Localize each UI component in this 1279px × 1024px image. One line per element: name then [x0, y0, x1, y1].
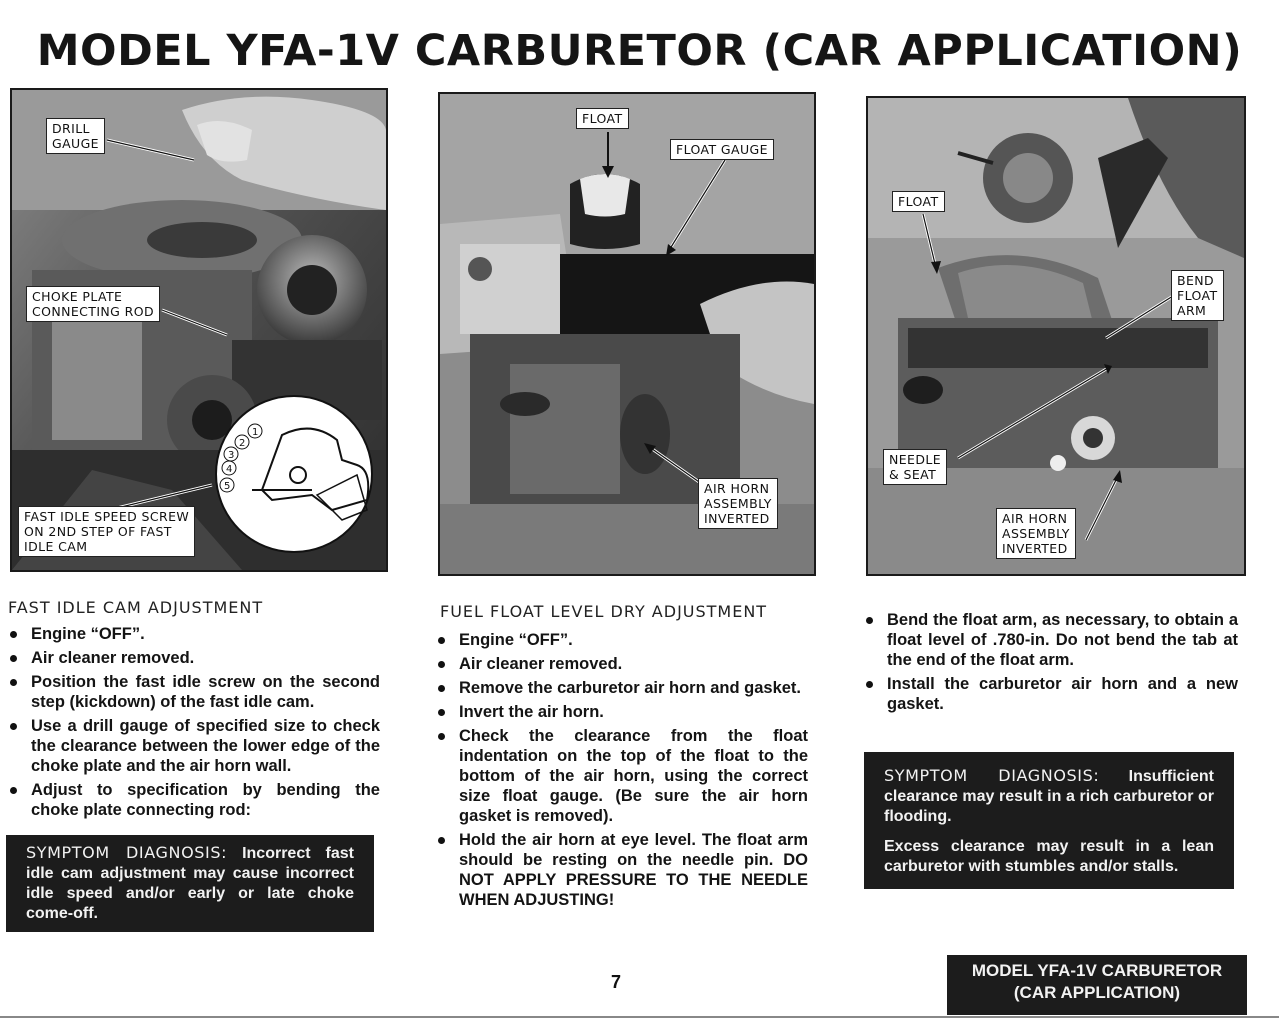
cam-step-5: 5 [224, 481, 231, 492]
photo-fast-idle-cam-illustration [12, 90, 386, 570]
photo-bend-float-arm [866, 96, 1246, 576]
symptom-diagnosis-float-level [864, 752, 1234, 889]
list-item: Remove the carburetor air horn and gasket. [436, 678, 808, 698]
symptom-text: Insufficient clearance may result in a rich carburetor or flooding. [884, 768, 1214, 825]
page-title: MODEL YFA-1V CARBURETOR (CAR APPLICATION) [36, 26, 1243, 76]
label-line: AIR HORN [1002, 511, 1068, 526]
symptom-heading: SYMPTOM DIAGNOSIS: [884, 766, 1100, 785]
label-line: ON 2ND STEP OF FAST [24, 524, 172, 539]
list-item: Install the carburetor air horn and a new gasket. [864, 674, 1238, 714]
label-line: CHOKE PLATE [32, 289, 123, 304]
label-line: ASSEMBLY [704, 496, 772, 511]
label-line: INVERTED [704, 511, 770, 526]
fuel-float-level-heading: FUEL FLOAT LEVEL DRY ADJUSTMENT [440, 602, 768, 621]
cam-step-3: 3 [228, 450, 235, 461]
cam-step-2: 2 [239, 438, 246, 449]
cam-step-4: 4 [226, 464, 233, 475]
photo-bend-float-arm-illustration [868, 98, 1244, 574]
label-float [892, 191, 945, 212]
photo-fast-idle-cam [10, 88, 388, 572]
label-drill-gauge [46, 118, 105, 154]
label-choke-plate-rod [26, 286, 160, 322]
list-item: Air cleaner removed. [8, 648, 380, 668]
list-item: Bend the float arm, as necessary, to obtain a float level of .780-in. Do not bend the tab at the end of the float arm. [864, 610, 1238, 670]
label-line: FAST IDLE SPEED SCREW [24, 509, 190, 524]
label-line: FLOAT [898, 194, 939, 209]
label-air-horn-assembly [698, 478, 778, 529]
list-item: Position the fast idle screw on the second step (kickdown) of the fast idle cam. [8, 672, 380, 712]
footer-line: (CAR APPLICATION) [1013, 983, 1181, 1002]
label-line: NEEDLE [889, 452, 942, 467]
fast-idle-cam-heading: FAST IDLE CAM ADJUSTMENT [8, 598, 264, 617]
cam-step-1: 1 [252, 427, 259, 438]
label-air-horn-assembly [996, 508, 1076, 559]
symptom-diagnosis-fast-idle [6, 835, 374, 932]
label-line: ASSEMBLY [1002, 526, 1070, 541]
label-float [576, 108, 629, 129]
label-line: FLOAT [582, 111, 623, 126]
label-line: IDLE CAM [24, 539, 88, 554]
symptom-heading: SYMPTOM DIAGNOSIS: [26, 843, 228, 862]
fuel-float-level-steps [436, 630, 808, 914]
label-line: & SEAT [889, 467, 937, 482]
label-bend-float-arm [1171, 270, 1224, 321]
label-line: DRILL [52, 121, 90, 136]
fast-idle-cam-steps [8, 624, 380, 824]
label-fast-idle-screw [18, 506, 195, 557]
label-line: CONNECTING ROD [32, 304, 154, 319]
list-item: Check the clearance from the float indentation on the top of the float to the bottom of the air horn, using the correct size float gauge. (Be sure the air horn gasket is removed). [436, 726, 808, 826]
label-line: GAUGE [52, 136, 99, 151]
photo-float-level [438, 92, 816, 576]
label-line: BEND [1177, 273, 1215, 288]
label-line: FLOAT GAUGE [676, 142, 768, 157]
page-number: 7 [611, 972, 622, 992]
list-item: Hold the air horn at eye level. The float arm should be resting on the needle pin. DO NOT APPLY PRESSURE TO THE NEEDLE WHEN ADJUSTING! [436, 830, 808, 910]
label-line: INVERTED [1002, 541, 1068, 556]
list-item: Adjust to specification by bending the choke plate connecting rod: [8, 780, 380, 820]
label-line: AIR HORN [704, 481, 770, 496]
list-item: Engine “OFF”. [436, 630, 808, 650]
list-item: Use a drill gauge of specified size to check the clearance between the lower edge of the choke plate and the air horn wall. [8, 716, 380, 776]
symptom-text: Excess clearance may result in a lean carburetor with stumbles and/or stalls. [884, 838, 1214, 875]
list-item: Air cleaner removed. [436, 654, 808, 674]
list-item: Invert the air horn. [436, 702, 808, 722]
footer-line: MODEL YFA-1V CARBURETOR [971, 961, 1223, 980]
footer-rule [0, 1016, 1279, 1018]
label-line: ARM [1177, 303, 1207, 318]
label-needle-seat [883, 449, 947, 485]
symptom-text: Incorrect fast idle cam adjustment may cause incorrect idle speed and/or early or late choke come-off. [26, 845, 355, 922]
list-item: Engine “OFF”. [8, 624, 380, 644]
float-arm-steps [864, 610, 1238, 718]
footer-title-box [947, 955, 1247, 1015]
label-float-gauge [670, 139, 774, 160]
label-line: FLOAT [1177, 288, 1218, 303]
